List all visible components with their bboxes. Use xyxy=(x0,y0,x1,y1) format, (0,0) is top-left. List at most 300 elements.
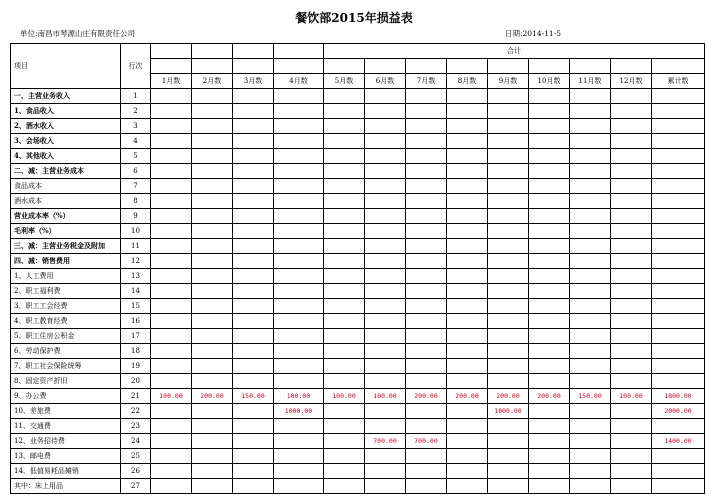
value-cell xyxy=(652,284,705,299)
value-cell xyxy=(192,284,233,299)
row-label: 四、减：销售费用 xyxy=(11,254,121,269)
row-label: 6、劳动保护费 xyxy=(11,344,121,359)
header-blank xyxy=(365,59,406,74)
row-label: 5、职工住房公积金 xyxy=(11,329,121,344)
value-cell xyxy=(192,194,233,209)
value-cell xyxy=(324,449,365,464)
value-cell xyxy=(151,314,192,329)
row-line-number: 3 xyxy=(121,119,151,134)
value-cell xyxy=(151,329,192,344)
value-cell xyxy=(406,194,447,209)
value-cell xyxy=(570,89,611,104)
value-cell xyxy=(570,254,611,269)
header-blank xyxy=(652,59,705,74)
value-cell xyxy=(529,239,570,254)
value-cell xyxy=(324,404,365,419)
value-cell xyxy=(611,359,652,374)
header-total-group: 合计 xyxy=(324,44,705,59)
value-cell xyxy=(192,89,233,104)
table-row xyxy=(11,209,705,224)
row-label: 毛利率（%） xyxy=(11,224,121,239)
value-cell xyxy=(611,479,652,494)
header-blank xyxy=(274,59,324,74)
value-cell xyxy=(151,299,192,314)
value-cell xyxy=(529,104,570,119)
value-cell xyxy=(365,299,406,314)
value-cell xyxy=(611,104,652,119)
value-cell xyxy=(611,299,652,314)
value-cell xyxy=(488,419,529,434)
value-cell xyxy=(151,404,192,419)
value-cell xyxy=(447,464,488,479)
value-cell xyxy=(274,104,324,119)
table-row xyxy=(11,119,705,134)
header-month-10: 10月数 xyxy=(529,74,570,89)
value-cell xyxy=(488,449,529,464)
value-cell xyxy=(652,254,705,269)
value-cell xyxy=(447,434,488,449)
row-label: 营业成本率（%） xyxy=(11,209,121,224)
row-label: 4、职工教育经费 xyxy=(11,314,121,329)
value-cell: 700.00 xyxy=(365,434,406,449)
row-line-number: 15 xyxy=(121,299,151,314)
value-cell xyxy=(274,119,324,134)
value-cell xyxy=(274,194,324,209)
value-cell xyxy=(652,134,705,149)
value-cell xyxy=(151,344,192,359)
value-cell: 2000.00 xyxy=(652,404,705,419)
value-cell xyxy=(611,254,652,269)
value-cell xyxy=(611,194,652,209)
value-cell xyxy=(233,164,274,179)
row-line-number: 4 xyxy=(121,134,151,149)
value-cell xyxy=(447,179,488,194)
value-cell xyxy=(324,224,365,239)
value-cell xyxy=(611,134,652,149)
value-cell xyxy=(611,419,652,434)
value-cell xyxy=(652,314,705,329)
value-cell xyxy=(570,119,611,134)
value-cell xyxy=(447,239,488,254)
header-blank xyxy=(274,44,324,59)
value-cell: 100.00 xyxy=(324,389,365,404)
value-cell xyxy=(151,464,192,479)
header-row-top xyxy=(11,44,705,59)
value-cell xyxy=(274,254,324,269)
row-line-number: 2 xyxy=(121,104,151,119)
row-label: 1、食品收入 xyxy=(11,104,121,119)
value-cell: 200.00 xyxy=(447,389,488,404)
header-blank xyxy=(447,59,488,74)
header-month-8: 8月数 xyxy=(447,74,488,89)
value-cell: 1000.00 xyxy=(488,404,529,419)
row-label: 10、差旅费 xyxy=(11,404,121,419)
table-row xyxy=(11,194,705,209)
value-cell xyxy=(233,419,274,434)
value-cell xyxy=(652,344,705,359)
value-cell xyxy=(406,239,447,254)
value-cell xyxy=(324,419,365,434)
value-cell xyxy=(611,374,652,389)
value-cell xyxy=(570,104,611,119)
value-cell xyxy=(151,104,192,119)
value-cell xyxy=(406,404,447,419)
value-cell xyxy=(447,119,488,134)
value-cell xyxy=(447,449,488,464)
value-cell xyxy=(324,209,365,224)
value-cell xyxy=(447,149,488,164)
value-cell xyxy=(192,359,233,374)
value-cell xyxy=(274,374,324,389)
header-month-3: 3月数 xyxy=(233,74,274,89)
value-cell xyxy=(652,359,705,374)
value-cell: 150.00 xyxy=(570,389,611,404)
row-line-number: 26 xyxy=(121,464,151,479)
value-cell xyxy=(192,434,233,449)
value-cell xyxy=(652,449,705,464)
value-cell xyxy=(274,224,324,239)
value-cell xyxy=(488,464,529,479)
value-cell xyxy=(529,284,570,299)
value-cell xyxy=(365,104,406,119)
value-cell xyxy=(324,344,365,359)
value-cell xyxy=(365,179,406,194)
value-cell xyxy=(192,164,233,179)
value-cell xyxy=(652,419,705,434)
value-cell xyxy=(529,149,570,164)
value-cell xyxy=(365,209,406,224)
value-cell xyxy=(233,344,274,359)
value-cell xyxy=(365,254,406,269)
value-cell xyxy=(529,449,570,464)
value-cell xyxy=(652,299,705,314)
value-cell xyxy=(406,134,447,149)
row-line-number: 20 xyxy=(121,374,151,389)
value-cell xyxy=(488,119,529,134)
value-cell xyxy=(406,254,447,269)
value-cell xyxy=(529,314,570,329)
row-line-number: 16 xyxy=(121,314,151,329)
table-row xyxy=(11,314,705,329)
row-label: 一、主营业务收入 xyxy=(11,89,121,104)
value-cell xyxy=(652,119,705,134)
row-line-number: 8 xyxy=(121,194,151,209)
header-blank xyxy=(611,59,652,74)
value-cell xyxy=(192,344,233,359)
value-cell xyxy=(233,269,274,284)
value-cell xyxy=(192,104,233,119)
value-cell xyxy=(570,239,611,254)
value-cell xyxy=(406,164,447,179)
header-blank xyxy=(233,44,274,59)
header-blank xyxy=(570,59,611,74)
value-cell xyxy=(570,314,611,329)
value-cell xyxy=(324,179,365,194)
value-cell xyxy=(570,194,611,209)
value-cell xyxy=(324,464,365,479)
value-cell xyxy=(192,149,233,164)
value-cell xyxy=(365,194,406,209)
value-cell xyxy=(447,479,488,494)
value-cell xyxy=(151,134,192,149)
value-cell xyxy=(233,254,274,269)
value-cell xyxy=(529,419,570,434)
value-cell xyxy=(488,239,529,254)
value-cell xyxy=(652,464,705,479)
value-cell xyxy=(274,434,324,449)
row-line-number: 17 xyxy=(121,329,151,344)
value-cell xyxy=(611,329,652,344)
header-blank xyxy=(192,44,233,59)
value-cell xyxy=(529,254,570,269)
header-blank xyxy=(324,59,365,74)
value-cell xyxy=(192,239,233,254)
value-cell xyxy=(652,164,705,179)
value-cell xyxy=(192,299,233,314)
value-cell xyxy=(529,134,570,149)
value-cell: 1000.00 xyxy=(274,404,324,419)
header-month-9: 9月数 xyxy=(488,74,529,89)
value-cell xyxy=(365,359,406,374)
value-cell xyxy=(233,209,274,224)
value-cell xyxy=(529,269,570,284)
value-cell xyxy=(570,479,611,494)
row-label: 7、职工社会保险统筹 xyxy=(11,359,121,374)
value-cell xyxy=(611,464,652,479)
value-cell: 150.00 xyxy=(233,389,274,404)
value-cell xyxy=(274,179,324,194)
row-line-number: 14 xyxy=(121,284,151,299)
value-cell xyxy=(611,119,652,134)
value-cell xyxy=(652,329,705,344)
value-cell xyxy=(365,449,406,464)
value-cell xyxy=(406,179,447,194)
value-cell xyxy=(151,269,192,284)
header-month-11: 11月数 xyxy=(570,74,611,89)
table-row xyxy=(11,464,705,479)
value-cell xyxy=(570,464,611,479)
value-cell xyxy=(151,419,192,434)
row-label: 12、业务招待费 xyxy=(11,434,121,449)
value-cell xyxy=(365,419,406,434)
value-cell xyxy=(192,329,233,344)
value-cell xyxy=(611,284,652,299)
value-cell xyxy=(406,374,447,389)
row-label: 3、会场收入 xyxy=(11,134,121,149)
value-cell xyxy=(365,149,406,164)
row-line-number: 5 xyxy=(121,149,151,164)
value-cell xyxy=(151,149,192,164)
value-cell xyxy=(324,194,365,209)
value-cell xyxy=(447,299,488,314)
value-cell xyxy=(570,134,611,149)
value-cell: 200.00 xyxy=(529,389,570,404)
row-line-number: 11 xyxy=(121,239,151,254)
value-cell xyxy=(192,269,233,284)
value-cell xyxy=(151,239,192,254)
value-cell xyxy=(611,224,652,239)
header-blank xyxy=(192,59,233,74)
value-cell xyxy=(324,164,365,179)
row-line-number: 13 xyxy=(121,269,151,284)
value-cell xyxy=(274,269,324,284)
value-cell xyxy=(570,359,611,374)
value-cell xyxy=(151,374,192,389)
value-cell xyxy=(611,449,652,464)
header-line: 行次 xyxy=(121,44,151,89)
value-cell xyxy=(611,149,652,164)
value-cell xyxy=(611,434,652,449)
table-row xyxy=(11,449,705,464)
value-cell xyxy=(529,404,570,419)
value-cell xyxy=(447,224,488,239)
value-cell xyxy=(529,119,570,134)
table-row xyxy=(11,104,705,119)
value-cell xyxy=(447,89,488,104)
value-cell xyxy=(192,209,233,224)
value-cell xyxy=(406,89,447,104)
value-cell xyxy=(151,209,192,224)
value-cell xyxy=(406,479,447,494)
value-cell xyxy=(192,134,233,149)
value-cell xyxy=(233,434,274,449)
value-cell xyxy=(529,224,570,239)
value-cell xyxy=(570,329,611,344)
row-line-number: 21 xyxy=(121,389,151,404)
value-cell xyxy=(488,374,529,389)
value-cell xyxy=(447,284,488,299)
value-cell: 100.00 xyxy=(274,389,324,404)
value-cell xyxy=(192,479,233,494)
value-cell xyxy=(324,314,365,329)
value-cell xyxy=(488,224,529,239)
value-cell xyxy=(570,299,611,314)
table-row xyxy=(11,419,705,434)
value-cell xyxy=(529,299,570,314)
table-row xyxy=(11,254,705,269)
value-cell xyxy=(151,479,192,494)
value-cell xyxy=(233,89,274,104)
value-cell xyxy=(488,179,529,194)
value-cell xyxy=(447,404,488,419)
row-label: 2、酒水收入 xyxy=(11,119,121,134)
value-cell xyxy=(406,419,447,434)
row-line-number: 23 xyxy=(121,419,151,434)
value-cell xyxy=(233,479,274,494)
value-cell xyxy=(529,359,570,374)
row-label: 8、固定资产折旧 xyxy=(11,374,121,389)
value-cell xyxy=(192,419,233,434)
report-date: 日期:2014-11-5 xyxy=(505,29,561,38)
value-cell xyxy=(274,299,324,314)
value-cell: 200.00 xyxy=(406,389,447,404)
value-cell xyxy=(233,299,274,314)
value-cell xyxy=(151,284,192,299)
value-cell xyxy=(192,404,233,419)
value-cell xyxy=(488,89,529,104)
value-cell: 100.00 xyxy=(151,389,192,404)
header-month-1: 1月数 xyxy=(151,74,192,89)
value-cell: 200.00 xyxy=(488,389,529,404)
value-cell xyxy=(488,344,529,359)
value-cell xyxy=(529,344,570,359)
value-cell xyxy=(570,419,611,434)
value-cell xyxy=(652,149,705,164)
value-cell xyxy=(652,89,705,104)
value-cell xyxy=(324,149,365,164)
table-row xyxy=(11,239,705,254)
value-cell xyxy=(233,404,274,419)
value-cell xyxy=(274,239,324,254)
value-cell xyxy=(324,254,365,269)
value-cell xyxy=(274,209,324,224)
value-cell xyxy=(406,299,447,314)
value-cell xyxy=(652,194,705,209)
value-cell xyxy=(570,449,611,464)
value-cell xyxy=(324,479,365,494)
value-cell xyxy=(151,359,192,374)
table-row xyxy=(11,179,705,194)
value-cell xyxy=(529,164,570,179)
row-line-number: 25 xyxy=(121,449,151,464)
row-line-number: 6 xyxy=(121,164,151,179)
value-cell xyxy=(488,149,529,164)
row-line-number: 22 xyxy=(121,404,151,419)
value-cell xyxy=(324,359,365,374)
value-cell xyxy=(274,464,324,479)
value-cell xyxy=(611,89,652,104)
row-label: 其中：床上用品 xyxy=(11,479,121,494)
value-cell xyxy=(488,299,529,314)
value-cell xyxy=(488,209,529,224)
value-cell xyxy=(274,314,324,329)
value-cell xyxy=(570,284,611,299)
value-cell xyxy=(324,434,365,449)
value-cell xyxy=(192,374,233,389)
value-cell xyxy=(324,104,365,119)
value-cell xyxy=(570,224,611,239)
header-blank xyxy=(233,59,274,74)
value-cell xyxy=(447,104,488,119)
row-line-number: 24 xyxy=(121,434,151,449)
row-label: 1、人工费用 xyxy=(11,269,121,284)
value-cell xyxy=(611,164,652,179)
value-cell xyxy=(488,254,529,269)
value-cell xyxy=(365,89,406,104)
row-line-number: 7 xyxy=(121,179,151,194)
value-cell xyxy=(274,329,324,344)
row-label: 酒水成本 xyxy=(11,194,121,209)
header-blank xyxy=(529,59,570,74)
value-cell xyxy=(324,329,365,344)
table-row xyxy=(11,404,705,419)
value-cell xyxy=(570,149,611,164)
value-cell xyxy=(447,164,488,179)
value-cell xyxy=(529,329,570,344)
value-cell xyxy=(274,344,324,359)
value-cell xyxy=(324,119,365,134)
value-cell xyxy=(274,164,324,179)
row-line-number: 27 xyxy=(121,479,151,494)
value-cell xyxy=(406,269,447,284)
row-line-number: 10 xyxy=(121,224,151,239)
value-cell xyxy=(529,374,570,389)
value-cell xyxy=(233,239,274,254)
value-cell xyxy=(365,239,406,254)
value-cell xyxy=(274,89,324,104)
value-cell xyxy=(447,194,488,209)
value-cell xyxy=(488,314,529,329)
